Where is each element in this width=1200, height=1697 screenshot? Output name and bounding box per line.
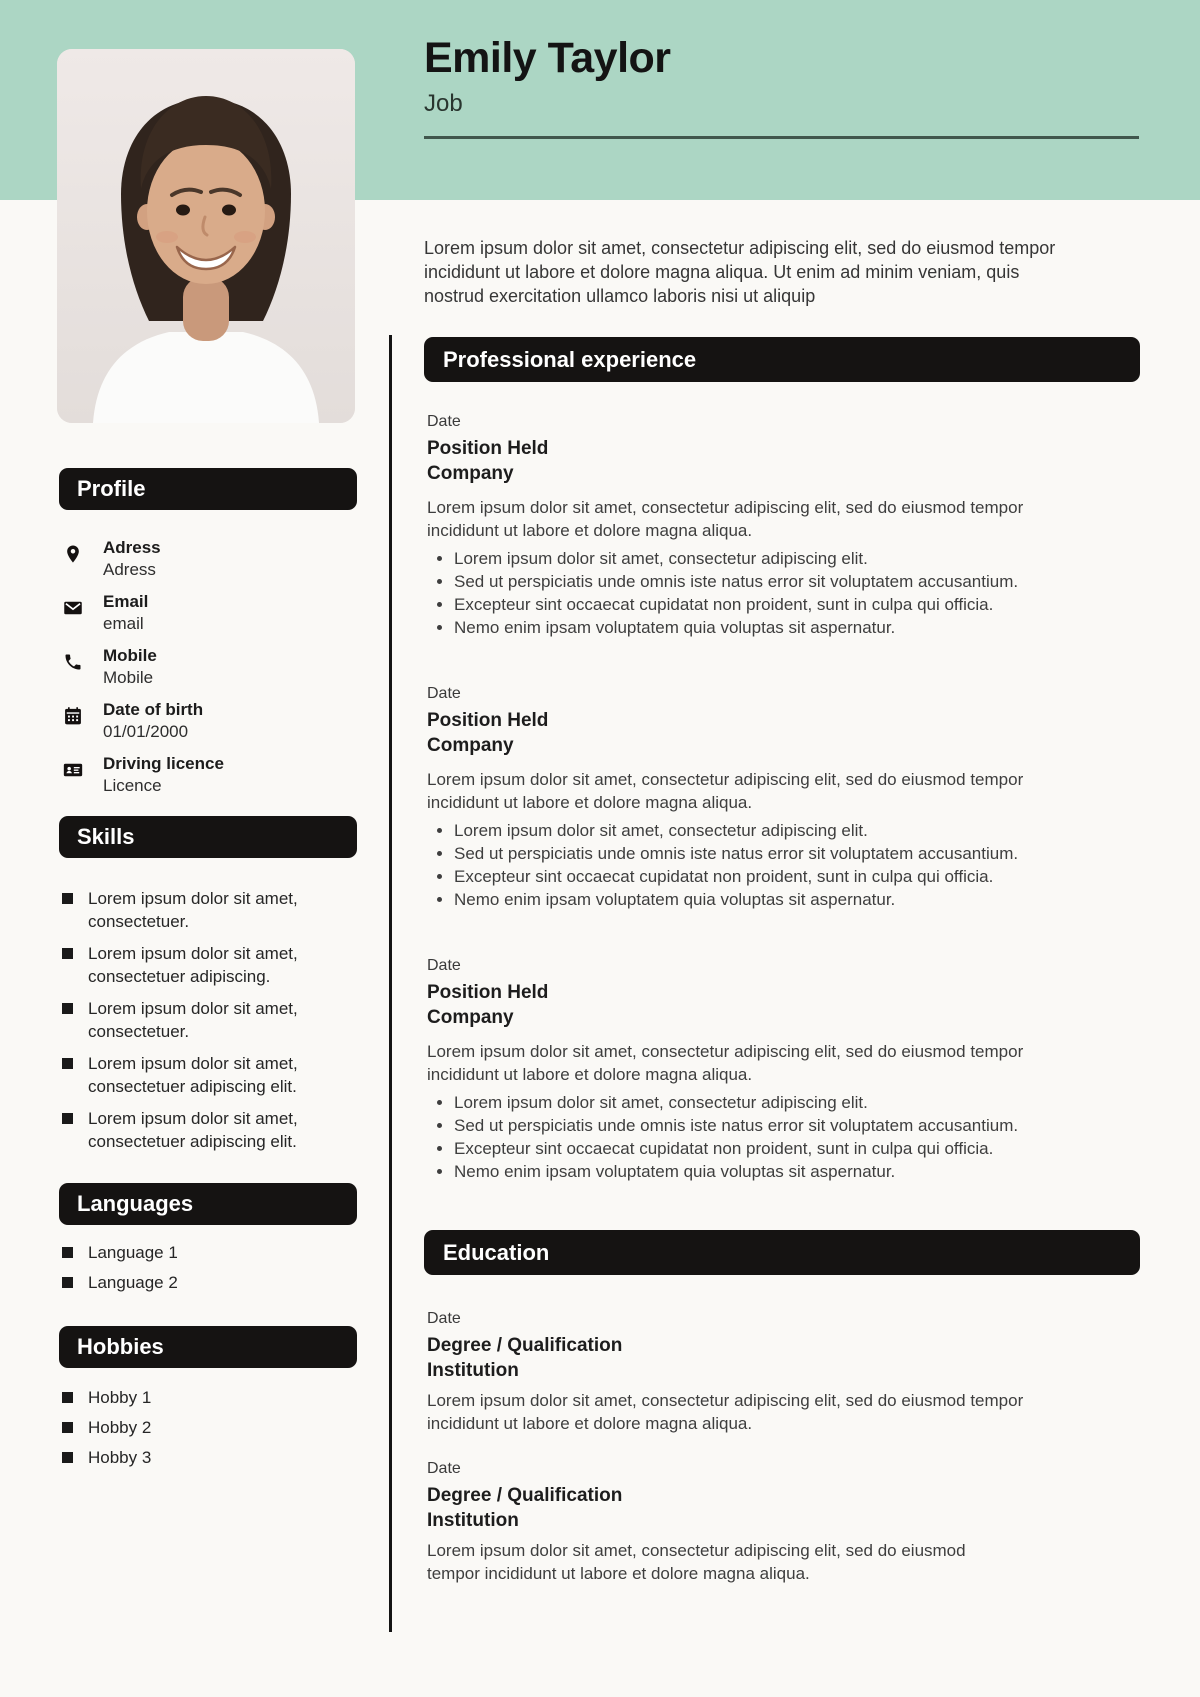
entry-company: Company bbox=[427, 463, 514, 484]
languages-section-title: Languages bbox=[59, 1183, 357, 1225]
entry-bullet-list bbox=[427, 819, 1140, 911]
entry-date: Date bbox=[427, 413, 461, 430]
profile-item-label: Email bbox=[103, 592, 149, 611]
profile-item-label: Adress bbox=[103, 538, 161, 557]
entry-summary: Lorem ipsum dolor sit amet, consectetur adipiscing elit, sed do eiusmod tempor incididunt ut labore et dolore magna aliqua. bbox=[427, 1541, 966, 1583]
experience-entry bbox=[424, 683, 1140, 911]
hobby-item: Hobby 1 bbox=[59, 1386, 357, 1409]
entry-company: Company bbox=[427, 735, 514, 756]
calendar-icon bbox=[63, 706, 83, 726]
entry-bullet: • Sed ut perspiciatis unde omnis iste natus error sit voluptatem accusantium. bbox=[454, 570, 1140, 593]
location-pin-icon bbox=[63, 544, 83, 564]
main-column bbox=[424, 236, 1140, 1585]
hobbies-section-title: Hobbies bbox=[59, 1326, 357, 1368]
phone-icon bbox=[63, 652, 83, 672]
experience-entry bbox=[424, 955, 1140, 1183]
profile-section-title: Profile bbox=[59, 468, 357, 510]
profile-item-label: Driving licence bbox=[103, 754, 224, 773]
entry-institution: Institution bbox=[427, 1510, 519, 1531]
entry-company: Company bbox=[427, 1007, 514, 1028]
entry-summary: Lorem ipsum dolor sit amet, consectetur adipiscing elit, sed do eiusmod tempor incididunt ut labore et dolore magna aliqua. bbox=[427, 1042, 1024, 1084]
hobby-item: Hobby 2 bbox=[59, 1416, 357, 1439]
experience-section-title: Professional experience bbox=[424, 337, 1140, 382]
main-column-divider bbox=[389, 335, 392, 1632]
sidebar bbox=[59, 468, 357, 1476]
profile-item-driving-licence bbox=[59, 753, 357, 797]
entry-bullet: • Lorem ipsum dolor sit amet, consectetur adipiscing elit. bbox=[454, 1091, 1140, 1114]
entry-date: Date bbox=[427, 1310, 461, 1327]
profile-item-address bbox=[59, 537, 357, 581]
candidate-name: Emily Taylor bbox=[424, 34, 671, 82]
header-rule bbox=[424, 136, 1139, 139]
education-entry bbox=[424, 1458, 1140, 1585]
profile-item-label: Date of birth bbox=[103, 700, 204, 719]
hobby-item: Hobby 3 bbox=[59, 1446, 357, 1469]
entry-bullet: • Lorem ipsum dolor sit amet, consectetur adipiscing elit. bbox=[454, 819, 1140, 842]
profile-item-value: Licence bbox=[103, 776, 162, 795]
profile-item-value: email bbox=[103, 614, 144, 633]
entry-summary: Lorem ipsum dolor sit amet, consectetur adipiscing elit, sed do eiusmod tempor incididunt ut labore et dolore magna aliqua. bbox=[427, 770, 1024, 812]
entry-position: Position Held bbox=[427, 710, 549, 731]
skill-item: Lorem ipsum dolor sit amet, consectetuer. bbox=[59, 887, 357, 933]
entry-summary: Lorem ipsum dolor sit amet, consectetur adipiscing elit, sed do eiusmod tempor incididunt ut labore et dolore magna aliqua. bbox=[427, 498, 1024, 540]
id-card-icon bbox=[63, 760, 83, 780]
entry-bullet: • Excepteur sint occaecat cupidatat non proident, sunt in culpa qui officia. bbox=[454, 1137, 1140, 1160]
entry-date: Date bbox=[427, 1460, 461, 1477]
entry-institution: Institution bbox=[427, 1360, 519, 1381]
skill-item: Lorem ipsum dolor sit amet, consectetuer adipiscing elit. bbox=[59, 1052, 357, 1098]
profile-item-value: Adress bbox=[103, 560, 156, 579]
header bbox=[424, 33, 1140, 139]
entry-bullet-list bbox=[427, 1091, 1140, 1183]
entry-degree: Degree / Qualification bbox=[427, 1485, 623, 1506]
profile-item-label: Mobile bbox=[103, 646, 157, 665]
entry-degree: Degree / Qualification bbox=[427, 1335, 623, 1356]
entry-bullet: • Sed ut perspiciatis unde omnis iste natus error sit voluptatem accusantium. bbox=[454, 1114, 1140, 1137]
entry-summary: Lorem ipsum dolor sit amet, consectetur adipiscing elit, sed do eiusmod tempor incididunt ut labore et dolore magna aliqua. bbox=[427, 1391, 1024, 1433]
profile-item-birth-date bbox=[59, 699, 357, 743]
skills-list bbox=[59, 887, 357, 1153]
entry-bullet: • Lorem ipsum dolor sit amet, consectetur adipiscing elit. bbox=[454, 547, 1140, 570]
entry-position: Position Held bbox=[427, 982, 549, 1003]
job-title: Job bbox=[424, 90, 463, 117]
language-item: Language 2 bbox=[59, 1271, 357, 1294]
entry-date: Date bbox=[427, 685, 461, 702]
profile-item-value: 01/01/2000 bbox=[103, 722, 189, 741]
envelope-icon bbox=[63, 598, 83, 618]
entry-bullet: • Nemo enim ipsam voluptatem quia voluptas sit aspernatur. bbox=[454, 1160, 1140, 1183]
skills-section-title: Skills bbox=[59, 816, 357, 858]
profile-items bbox=[59, 537, 357, 797]
skill-item: Lorem ipsum dolor sit amet, consectetuer adipiscing elit. bbox=[59, 1107, 357, 1153]
experience-entry bbox=[424, 411, 1140, 639]
entry-position: Position Held bbox=[427, 438, 549, 459]
education-entry bbox=[424, 1308, 1140, 1435]
profile-item-email bbox=[59, 591, 357, 635]
entry-bullet: • Nemo enim ipsam voluptatem quia voluptas sit aspernatur. bbox=[454, 888, 1140, 911]
entry-bullet: • Excepteur sint occaecat cupidatat non proident, sunt in culpa qui officia. bbox=[454, 865, 1140, 888]
skill-item: Lorem ipsum dolor sit amet, consectetuer. bbox=[59, 997, 357, 1043]
languages-list bbox=[59, 1241, 357, 1294]
entry-bullet-list bbox=[427, 547, 1140, 639]
education-section-title: Education bbox=[424, 1230, 1140, 1275]
entry-date: Date bbox=[427, 957, 461, 974]
language-item: Language 1 bbox=[59, 1241, 357, 1264]
profile-item-mobile bbox=[59, 645, 357, 689]
profile-item-value: Mobile bbox=[103, 668, 154, 687]
entry-bullet: • Excepteur sint occaecat cupidatat non proident, sunt in culpa qui officia. bbox=[454, 593, 1140, 616]
entry-bullet: • Nemo enim ipsam voluptatem quia voluptas sit aspernatur. bbox=[454, 616, 1140, 639]
intro-paragraph: Lorem ipsum dolor sit amet, consectetur adipiscing elit, sed do eiusmod tempor incididunt ut labore et dolore magna aliqua. Ut enim ad minim veniam, quis nostrud exercitation ullamco laboris nisi ut aliquip bbox=[424, 238, 1056, 306]
hobbies-list bbox=[59, 1386, 357, 1469]
entry-bullet: • Sed ut perspiciatis unde omnis iste natus error sit voluptatem accusantium. bbox=[454, 842, 1140, 865]
skill-item: Lorem ipsum dolor sit amet, consectetuer adipiscing. bbox=[59, 942, 357, 988]
profile-photo bbox=[57, 49, 355, 423]
